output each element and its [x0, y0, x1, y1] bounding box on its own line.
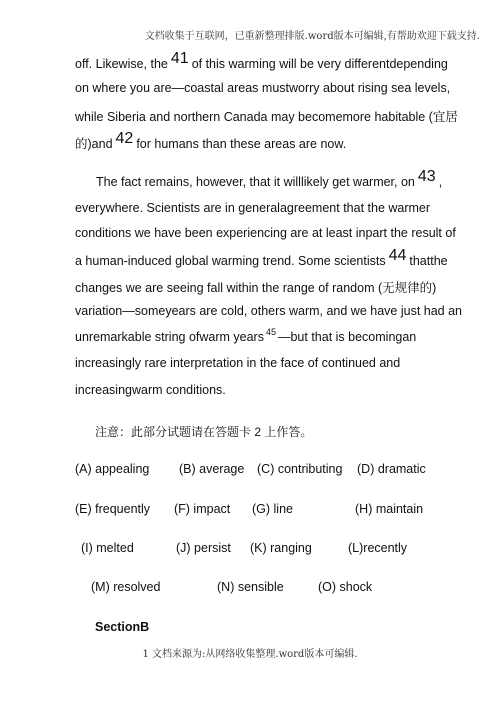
text-line: [75, 130, 347, 153]
option-a: (A) appealing: [75, 462, 150, 476]
option-i: (I) melted: [81, 541, 134, 555]
text-fragment: —but that is becomingan: [277, 330, 417, 344]
text-line: [75, 247, 448, 270]
option-j: (J) persist: [176, 541, 231, 555]
text-fragment: off. Likewise, the: [75, 57, 168, 71]
option-e: (E) frequently: [75, 502, 151, 516]
option-g: (G) line: [252, 502, 293, 516]
text-line: on where you are—coastal areas mustworry about rising sea levels,: [75, 81, 451, 95]
option-n: (N) sensible: [217, 580, 284, 594]
text-fragment: a human-induced global warming trend. Some scientists: [75, 254, 386, 268]
blank-number-44: 44: [388, 247, 407, 264]
text-fragment: thatthe: [409, 254, 448, 268]
text-line: conditions we have been experiencing are at least inpart the result of: [75, 226, 456, 240]
text-fragment: for humans than these areas are now.: [136, 137, 347, 151]
option-f: (F) impact: [174, 502, 231, 516]
header-note: 文档收集于互联网，已重新整理排版.word版本可编辑,有帮助欢迎下载支持.: [144, 31, 480, 42]
text-line: [75, 50, 448, 73]
text-fragment: ,: [438, 175, 443, 189]
text-line: variation—someyears are cold, others warm, and we have just had an: [75, 304, 462, 318]
option-d: (D) dramatic: [357, 462, 426, 476]
option-h: (H) maintain: [355, 502, 424, 516]
answer-sheet-note: 注意：此部分试题请在答题卡 2 上作答。: [95, 425, 313, 439]
text-line: while Siberia and northern Canada may becomemore habitable (宜居: [75, 110, 458, 124]
text-fragment: of this warming will be very differentdepending: [191, 57, 448, 71]
text-fragment: The fact remains, however, that it willlikely get warmer, on: [96, 175, 415, 189]
option-b: (B) average: [179, 462, 245, 476]
text-fragment: unremarkable string ofwarm years: [75, 330, 264, 344]
section-heading: SectionB: [95, 620, 150, 634]
text-line: increasingly rare interpretation in the face of continued and: [75, 356, 401, 370]
option-c: (C) contributing: [257, 462, 343, 476]
option-o: (O) shock: [318, 580, 373, 594]
option-k: (K) ranging: [250, 541, 312, 555]
text-line: everywhere. Scientists are in generalagreement that the warmer: [75, 201, 431, 215]
text-line: increasingwarm conditions.: [75, 383, 226, 397]
blank-number-45: 45: [265, 327, 276, 337]
text-fragment: 的)and: [75, 137, 113, 151]
footer-note: 1 文档来源为:从网络收集整理.word版本可编辑.: [142, 649, 358, 660]
blank-number-43: 43: [417, 168, 436, 185]
text-line: [75, 327, 417, 344]
option-l: (L)recently: [348, 541, 408, 555]
option-m: (M) resolved: [91, 580, 161, 594]
text-line: changes we are seeing fall within the range of random (无规律的): [75, 281, 437, 295]
blank-number-41: 41: [170, 50, 189, 67]
text-line: [96, 168, 443, 191]
blank-number-42: 42: [115, 130, 134, 147]
